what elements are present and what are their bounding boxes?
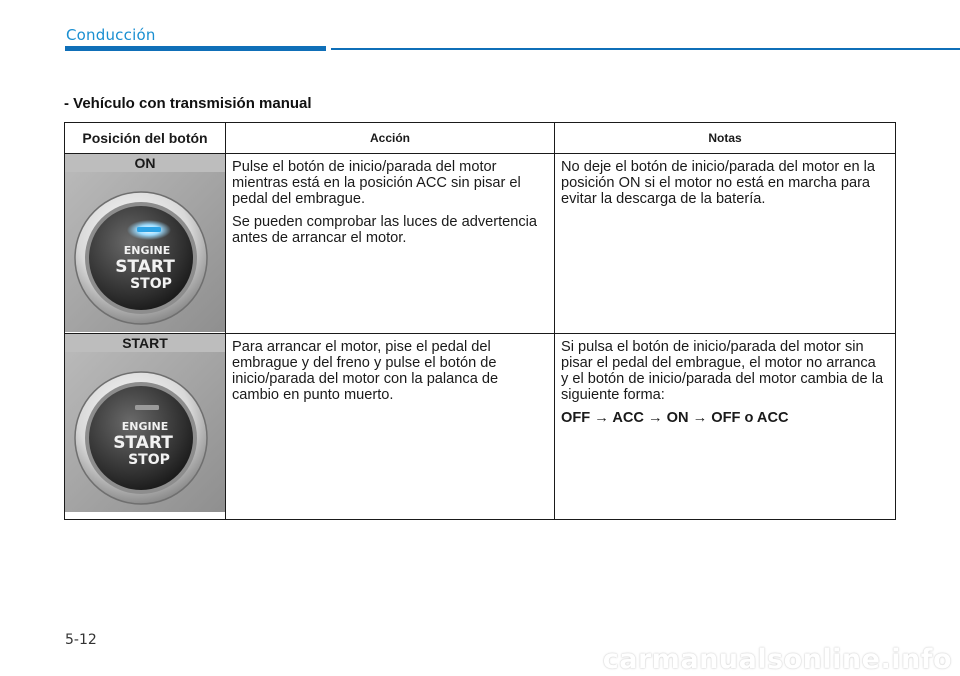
header-rule-thick <box>65 46 326 51</box>
notes-text: No deje el botón de inicio/parada del motor en la posición ON si el motor no está en marcha para evitar la descarga de la batería. <box>561 159 875 207</box>
section-title: Conducción <box>66 26 156 44</box>
position-cell-start <box>65 334 226 520</box>
button-text-engine-start: ENGINE <box>121 420 169 433</box>
action-text: Pulse el botón de inicio/parada del motor mientras está en la posición ACC sin pisar el pedal del embrague. <box>232 159 521 207</box>
action-cell-on <box>226 154 555 334</box>
notes-cell-start <box>555 334 896 520</box>
position-label-on: ON <box>65 154 225 172</box>
header-position: Posición del botón <box>65 123 226 154</box>
header-action: Acción <box>226 123 555 154</box>
subheading: - Vehículo con transmisión manual <box>64 95 312 112</box>
position-label-start: START <box>65 334 225 352</box>
engine-start-button-start-image <box>65 352 225 512</box>
notes-text: Si pulsa el botón de inicio/parada del motor sin pisar el pedal del embrague, el motor no arranca y el botón de inicio/parada del motor cambia de la siguiente forma: <box>561 339 884 403</box>
action-text: Se pueden comprobar las luces de advertencia antes de arrancar el motor. <box>232 214 538 246</box>
page-number: 5-12 <box>65 632 97 648</box>
table-row <box>65 154 896 334</box>
button-text-start-on: START <box>115 257 175 277</box>
notes-cell-on <box>555 154 896 334</box>
button-text-stop-start: STOP <box>128 452 170 468</box>
header-rule-thin <box>331 48 960 50</box>
button-text-stop-on: STOP <box>130 276 172 292</box>
watermark: carmanualsonline.info <box>602 644 952 675</box>
table-header-row <box>65 123 896 154</box>
start-button-table <box>64 122 896 520</box>
button-text-engine-on: ENGINE <box>123 244 171 257</box>
action-cell-start <box>226 334 555 520</box>
position-cell-on <box>65 154 226 334</box>
state-sequence: OFF → ACC → ON → OFF o ACC <box>561 410 789 426</box>
button-text-start-start: START <box>113 433 173 453</box>
header-notes: Notas <box>555 123 896 154</box>
engine-start-button-on-image <box>65 172 225 332</box>
table-row <box>65 334 896 520</box>
action-text: Para arrancar el motor, pise el pedal del embrague y del freno y pulse el botón de inicio/parada del motor con la palanca de cambio en punto muerto. <box>232 339 499 403</box>
